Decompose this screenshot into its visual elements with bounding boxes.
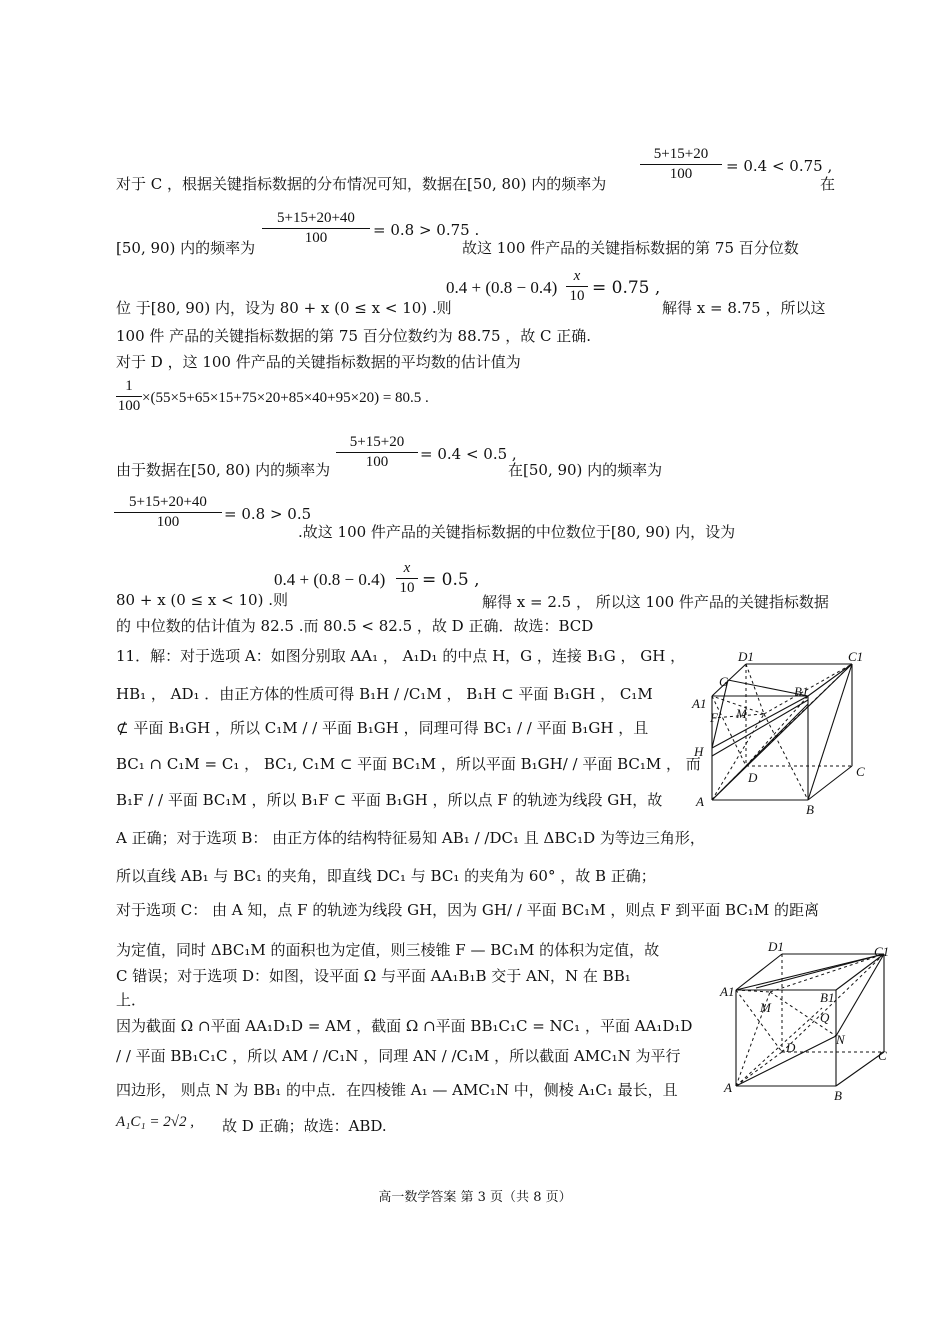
fig1-label-m: M	[736, 706, 747, 721]
d-line1: 对于 D ，这 100 件产品的关键指标数据的平均数的估计值为	[116, 353, 521, 371]
c-frac2-num: 5+15+20+40	[277, 210, 355, 226]
c-frac2-den: 100	[304, 230, 328, 246]
c-frac2-result: = 0.8 > 0.75 .	[373, 221, 480, 239]
q11-l15b: 故 D 正确；故选：ABD.	[222, 1117, 387, 1135]
q11-l7: 所以直线 AB₁ 与 BC₁ 的夹角，即直线 DC₁ 与 BC₁ 的夹角为 60° ，故 B 正确；	[116, 867, 656, 885]
c-frac2	[262, 210, 370, 247]
d-frac3-num: 5+15+20	[349, 434, 405, 450]
q11-l12: 因为截面 Ω ∩平面 AA₁D₁D = AM ，截面 Ω ∩平面 BB₁C₁C = NC₁ ，平面 AA₁D₁D	[116, 1017, 693, 1035]
c-frac1-den: 100	[669, 166, 693, 182]
fig2-label-b: B	[834, 1088, 842, 1103]
c-frac1	[640, 146, 722, 183]
d-frac4-den: 100	[156, 514, 180, 530]
q11-l10: C 错误；对于选项 D：如图，设平面 Ω 与平面 AA₁B₁B 交于 AN，N 在 BB₁	[116, 967, 631, 985]
c-line1-tail: 在	[820, 175, 836, 193]
d-mean-frac	[116, 378, 142, 415]
fig1-label-a1: A1	[692, 696, 707, 711]
fig1-label-c1: C1	[848, 649, 864, 664]
fig1-label-d: D	[748, 770, 758, 785]
d-mean-num: 1	[125, 378, 133, 394]
fig2-label-c1: C1	[874, 944, 890, 959]
fig1-label-f: F	[710, 710, 718, 725]
q11-l11: 上．	[116, 991, 147, 1009]
d-frac4-result: = 0.8 > 0.5	[224, 505, 312, 523]
c-frac1-num: 5+15+20	[653, 146, 709, 162]
fig2-label-q: Q	[820, 1010, 830, 1025]
fig2-label-d: D	[786, 1040, 796, 1055]
page-footer: 高一数学答案 第 3 页（共 8 页）	[378, 1190, 572, 1205]
q11-l9: 为定值，同时 ΔBC₁M 的面积也为定值，则三棱锥 F — BC₁M 的体积为定值，故	[116, 941, 660, 959]
d-eq5: 0.4 + (0.8 − 0.4)	[274, 570, 386, 589]
fig1-label-h: H	[694, 744, 704, 759]
q11-l15a: A₁C₁ = 2√2 ,	[116, 1114, 194, 1130]
q11-l2: HB₁ ， AD₁ ．由正方体的性质可得 B₁H / /C₁M ， B₁H ⊂ 平面 B₁GH ， C₁M	[116, 685, 653, 703]
q11-l4: BC₁ ∩ C₁M = C₁ ， BC₁, C₁M ⊂ 平面 BC₁M ，所以平面 B₁GH/ / 平面 BC₁M ， 而	[116, 755, 701, 773]
d-eq5-frac	[396, 560, 418, 597]
fig2-label-c: C	[878, 1048, 887, 1063]
cube-figure-2	[716, 936, 896, 1104]
d-eq5-rhs: = 0.5 ,	[422, 570, 480, 590]
d-mean-den: 100	[117, 398, 141, 414]
q11-l5: B₁F / / 平面 BC₁M ，所以 B₁F ⊂ 平面 B₁GH ，所以点 F 的轨迹为线段 GH，故	[116, 791, 663, 809]
d-eq5-den: 10	[399, 580, 415, 596]
d-mean-rest: ×(55×5+65×15+75×20+85×40+95×20) = 80.5 .	[142, 390, 429, 406]
fig1-label-b1: B1	[794, 684, 809, 699]
c-line2a: [50, 90) 内的频率为	[116, 239, 256, 257]
fig2-label-n: N	[836, 1032, 845, 1047]
c-line4: 100 件 产品的关键指标数据的第 75 百分位数约为 88.75 ，故 C 正确.	[116, 327, 592, 345]
fig1-label-a: A	[696, 794, 704, 809]
c-line3a: 位 于[80, 90) 内，设为 80 + x (0 ≤ x < 10) .则	[116, 299, 452, 317]
fig2-label-a: A	[724, 1080, 732, 1095]
fig1-label-c: C	[856, 764, 865, 779]
q11-l13: / / 平面 BB₁C₁C ，所以 AM / /C₁N ，同理 AN / /C₁M ，所以截面 AMC₁N 为平行	[116, 1047, 681, 1065]
d-frac4	[114, 494, 222, 531]
fig2-label-m: M	[760, 1000, 771, 1015]
q11-l8: 对于选项 C： 由 A 知，点 F 的轨迹为线段 GH，因为 GH/ / 平面 BC₁M ，则点 F 到平面 BC₁M 的距离	[116, 901, 819, 919]
q11-l6: A 正确；对于选项 B： 由正方体的结构特征易知 AB₁ / /DC₁ 且 ΔBC₁D 为等边三角形，	[116, 829, 705, 847]
q11-l14: 四边形， 则点 N 为 BB₁ 的中点．在四棱锥 A₁ — AMC₁N 中，侧棱 A₁C₁ 最长，且	[116, 1081, 678, 1099]
cube-figure-1	[688, 648, 870, 818]
c-eq3: 0.4 + (0.8 − 0.4)	[446, 278, 558, 297]
q11-l3: ⊄ 平面 B₁GH ，所以 C₁M / / 平面 B₁GH ，同理可得 BC₁ / / 平面 B₁GH ，且	[116, 719, 649, 737]
d-frac4-num: 5+15+20+40	[129, 494, 207, 510]
c-eq3-num: x	[573, 268, 581, 284]
d-line2b: 在[50, 90) 内的频率为	[508, 461, 663, 479]
d-line4a: 80 + x (0 ≤ x < 10) .则	[116, 591, 288, 609]
d-frac3-den: 100	[365, 454, 389, 470]
fig1-label-d1: D1	[738, 649, 754, 664]
fig1-label-b: B	[806, 802, 814, 817]
c-line1: 对于 C ，根据关键指标数据的分布情况可知，数据在[50, 80) 内的频率为	[116, 175, 607, 193]
fig1-label-g: G	[719, 674, 729, 689]
d-frac3-result: = 0.4 < 0.5 ,	[420, 445, 517, 463]
fig2-label-d1: D1	[768, 939, 784, 954]
d-line4b: 解得 x = 2.5 ， 所以这 100 件产品的关键指标数据	[482, 593, 829, 611]
d-frac3	[336, 434, 418, 471]
c-eq3-rhs: = 0.75 ,	[592, 278, 661, 298]
c-eq3-frac	[566, 268, 588, 305]
fig2-label-a1: A1	[720, 984, 735, 999]
c-line3b: 解得 x = 8.75 ，所以这	[662, 299, 826, 317]
c-eq3-den: 10	[569, 288, 585, 304]
c-line2b: 故这 100 件产品的关键指标数据的第 75 百分位数	[462, 239, 799, 257]
c-frac1-result: = 0.4 < 0.75 ,	[726, 157, 833, 175]
d-eq5-num: x	[403, 560, 411, 576]
d-line3: .故这 100 件产品的关键指标数据的中位数位于[80, 90) 内，设为	[298, 523, 736, 541]
d-line2a: 由于数据在[50, 80) 内的频率为	[116, 461, 331, 479]
q11-l1: 11．解：对于选项 A：如图分别取 AA₁ ， A₁D₁ 的中点 H，G ，连接 B₁G ， GH ，	[116, 647, 686, 665]
d-line5: 的 中位数的估计值为 82.5 .而 80.5 < 82.5 ，故 D 正确．故选：BCD	[116, 617, 594, 635]
fig2-label-b1: B1	[820, 990, 835, 1005]
